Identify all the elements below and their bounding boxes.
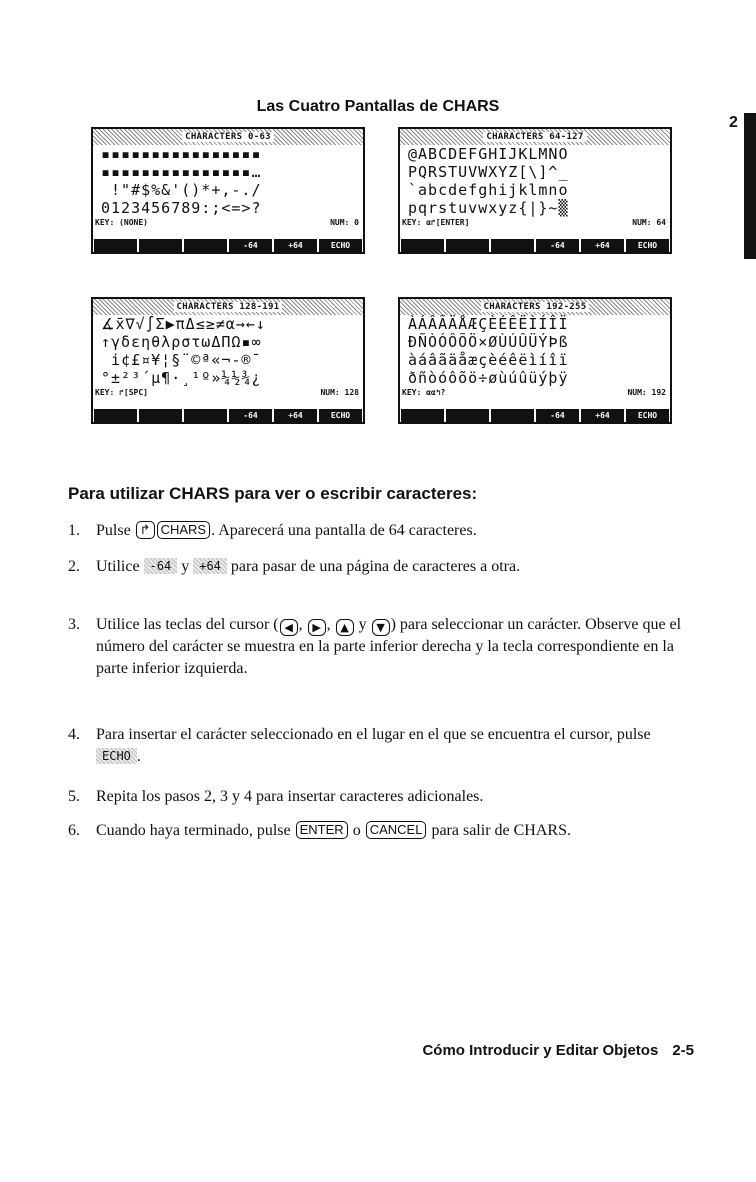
step-text: Utilice [96,558,140,575]
screen-header: CHARACTERS 128-191 [174,302,283,312]
step-text: Para insertar el carácter seleccionado en el lugar en el que se encuentra el cursor, pulse [96,726,651,743]
section-title: Para utilizar CHARS para ver o escribir caracteres: [68,484,478,503]
menu-key-echo[interactable]: ECHO [626,409,669,422]
menu-key-minus64[interactable]: -64 [229,239,272,252]
screen-header: CHARACTERS 192-255 [481,302,590,312]
menu-key-echo[interactable]: ECHO [626,239,669,252]
screen-status [93,217,363,229]
step-text: Pulse [96,522,131,539]
menu-key-plus64[interactable]: +64 [274,409,317,422]
footer-title: Cómo Introducir y Editar Objetos [422,1042,659,1059]
menu-key-blank[interactable] [491,409,534,422]
menu-key-plus64[interactable]: +64 [581,409,624,422]
chars-screen-64-127 [398,127,672,254]
menu-key-blank[interactable] [94,409,137,422]
step-5 [68,786,688,808]
char-row: pqrstuvwxyz{|}~▒ [408,199,569,217]
menu-key-blank[interactable] [139,239,182,252]
num-readout: NUM: 192 [627,388,666,397]
step-number: 5. [68,788,80,805]
menu-key-blank[interactable] [446,409,489,422]
char-row: ▪▪▪▪▪▪▪▪▪▪▪▪▪▪▪… [101,163,262,181]
soft-menu [93,409,363,422]
chars-screen-0-63 [91,127,365,254]
menu-key-blank[interactable] [139,409,182,422]
step-number: 4. [68,726,80,743]
screen-status [400,387,670,399]
menu-key-blank[interactable] [94,239,137,252]
char-row: ÀÁÂÃÄÅÆÇÈÉÊËÌÍÎÏ [408,315,569,333]
left-arrow-key-icon: ◀ [280,619,298,636]
num-readout: NUM: 64 [632,218,666,227]
chars-screen-192-255 [398,297,672,424]
step-6: 6. Cuando haya terminado, pulse ENTER o CANCEL para salir de CHARS. [68,820,688,842]
key-readout: KEY: ↱[SPC] [95,388,148,397]
step-number: 3. [68,616,80,633]
menu-key-echo[interactable]: ECHO [319,409,362,422]
step-text: para pasar de una página de caracteres a otra. [230,558,521,575]
char-row: 0123456789:;<=>? [101,199,262,217]
echo-menu-key: ECHO [96,748,137,764]
step-1 [68,520,688,542]
char-row: ↑γδεηθλρστωΔΠΩ▪∞ [101,333,262,351]
char-row: `abcdefghijklmno [408,181,569,199]
screen-header: CHARACTERS 0-63 [182,132,274,142]
menu-key-blank[interactable] [184,409,227,422]
step-2 [68,556,688,578]
char-row: àáâãäåæçèéêëìíîï [408,351,569,369]
chapter-edge-tab [744,113,756,259]
step-text: y [181,558,190,575]
page-footer [422,1042,694,1059]
char-row: ÐÑÒÓÔÕÖ×ØÙÚÛÜÝÞß [408,333,569,351]
char-row: !"#$%&'()*+,-./ [101,181,262,199]
chars-key: CHARS [157,521,211,539]
num-readout: NUM: 128 [320,388,359,397]
cancel-key: CANCEL [366,821,427,839]
menu-key-blank[interactable] [401,239,444,252]
screen-status [400,217,670,229]
step-3: 3. Utilice las teclas del cursor ( ◀ , ▶ , ▲ y ▼ ) para seleccionar un carácter. Observe que el número del carácter se muestra en la parte inferior derecha y la tecla correspondiente en la parte inferior izquierda. [68,616,682,677]
soft-menu [400,409,670,422]
step-text: Cuando haya terminado, pulse [96,822,291,839]
figure-title: Las Cuatro Pantallas de CHARS [256,98,500,115]
key-readout: KEY: (NONE) [95,218,148,227]
soft-menu [93,239,363,252]
step-text: Repita los pasos 2, 3 y 4 para insertar caracteres adicionales. [96,788,484,805]
menu-key-plus64[interactable]: +64 [274,239,317,252]
step-4: 4. Para insertar el carácter seleccionado en el lugar en el que se encuentra el cursor, pulse ECHO . [68,726,651,765]
step-text: ) para seleccionar un carácter. Observe que el número del carácter se muestra en la parte inferior derecha y la tecla correspondiente en la parte inferior izquierda. [96,616,682,677]
step-text: para salir de CHARS. [431,822,571,839]
char-row: °±²³´µ¶·¸¹º»¼½¾¿ [101,369,262,387]
menu-key-minus64[interactable]: -64 [536,409,579,422]
plus64-menu-key: +64 [193,558,227,574]
down-arrow-key-icon: ▼ [372,619,390,636]
screen-header: CHARACTERS 64-127 [483,132,586,142]
char-row: ▪▪▪▪▪▪▪▪▪▪▪▪▪▪▪▪ [101,145,262,163]
step-number: 6. [68,822,80,839]
menu-key-blank[interactable] [491,239,534,252]
menu-key-blank[interactable] [184,239,227,252]
minus64-menu-key: -64 [144,558,178,574]
menu-key-blank[interactable] [401,409,444,422]
step-number: 1. [68,522,80,539]
menu-key-plus64[interactable]: +64 [581,239,624,252]
page-number: 2-5 [672,1042,694,1059]
char-row: @ABCDEFGHIJKLMNO [408,145,569,163]
menu-key-minus64[interactable]: -64 [536,239,579,252]
right-shift-key: ↱ [136,521,155,539]
step-text: . Aparecerá una pantalla de 64 caracteres. [211,522,477,539]
menu-key-blank[interactable] [446,239,489,252]
screen-status [93,387,363,399]
key-readout: KEY: αα↰? [402,388,446,397]
step-text: Utilice las teclas del cursor ( [96,616,279,633]
key-readout: KEY: α↱[ENTER] [402,218,470,227]
chars-screen-128-191 [91,297,365,424]
num-readout: NUM: 0 [330,218,359,227]
char-row: i¢£¤¥¦§¨©ª«¬-®¯ [101,351,262,369]
menu-key-echo[interactable]: ECHO [319,239,362,252]
chapter-number: 2 [729,114,738,131]
soft-menu [400,239,670,252]
step-number: 2. [68,558,80,575]
right-arrow-key-icon: ▶ [308,619,326,636]
char-row: ∡x̄∇√∫Σ▶πΔ≤≥≠α→←↓ [101,315,266,333]
enter-key: ENTER [296,821,348,839]
menu-key-minus64[interactable]: -64 [229,409,272,422]
char-row: ðñòóôõö÷øùúûüýþÿ [408,369,569,387]
up-arrow-key-icon: ▲ [336,619,354,636]
char-row: PQRSTUVWXYZ[\]^_ [408,163,569,181]
